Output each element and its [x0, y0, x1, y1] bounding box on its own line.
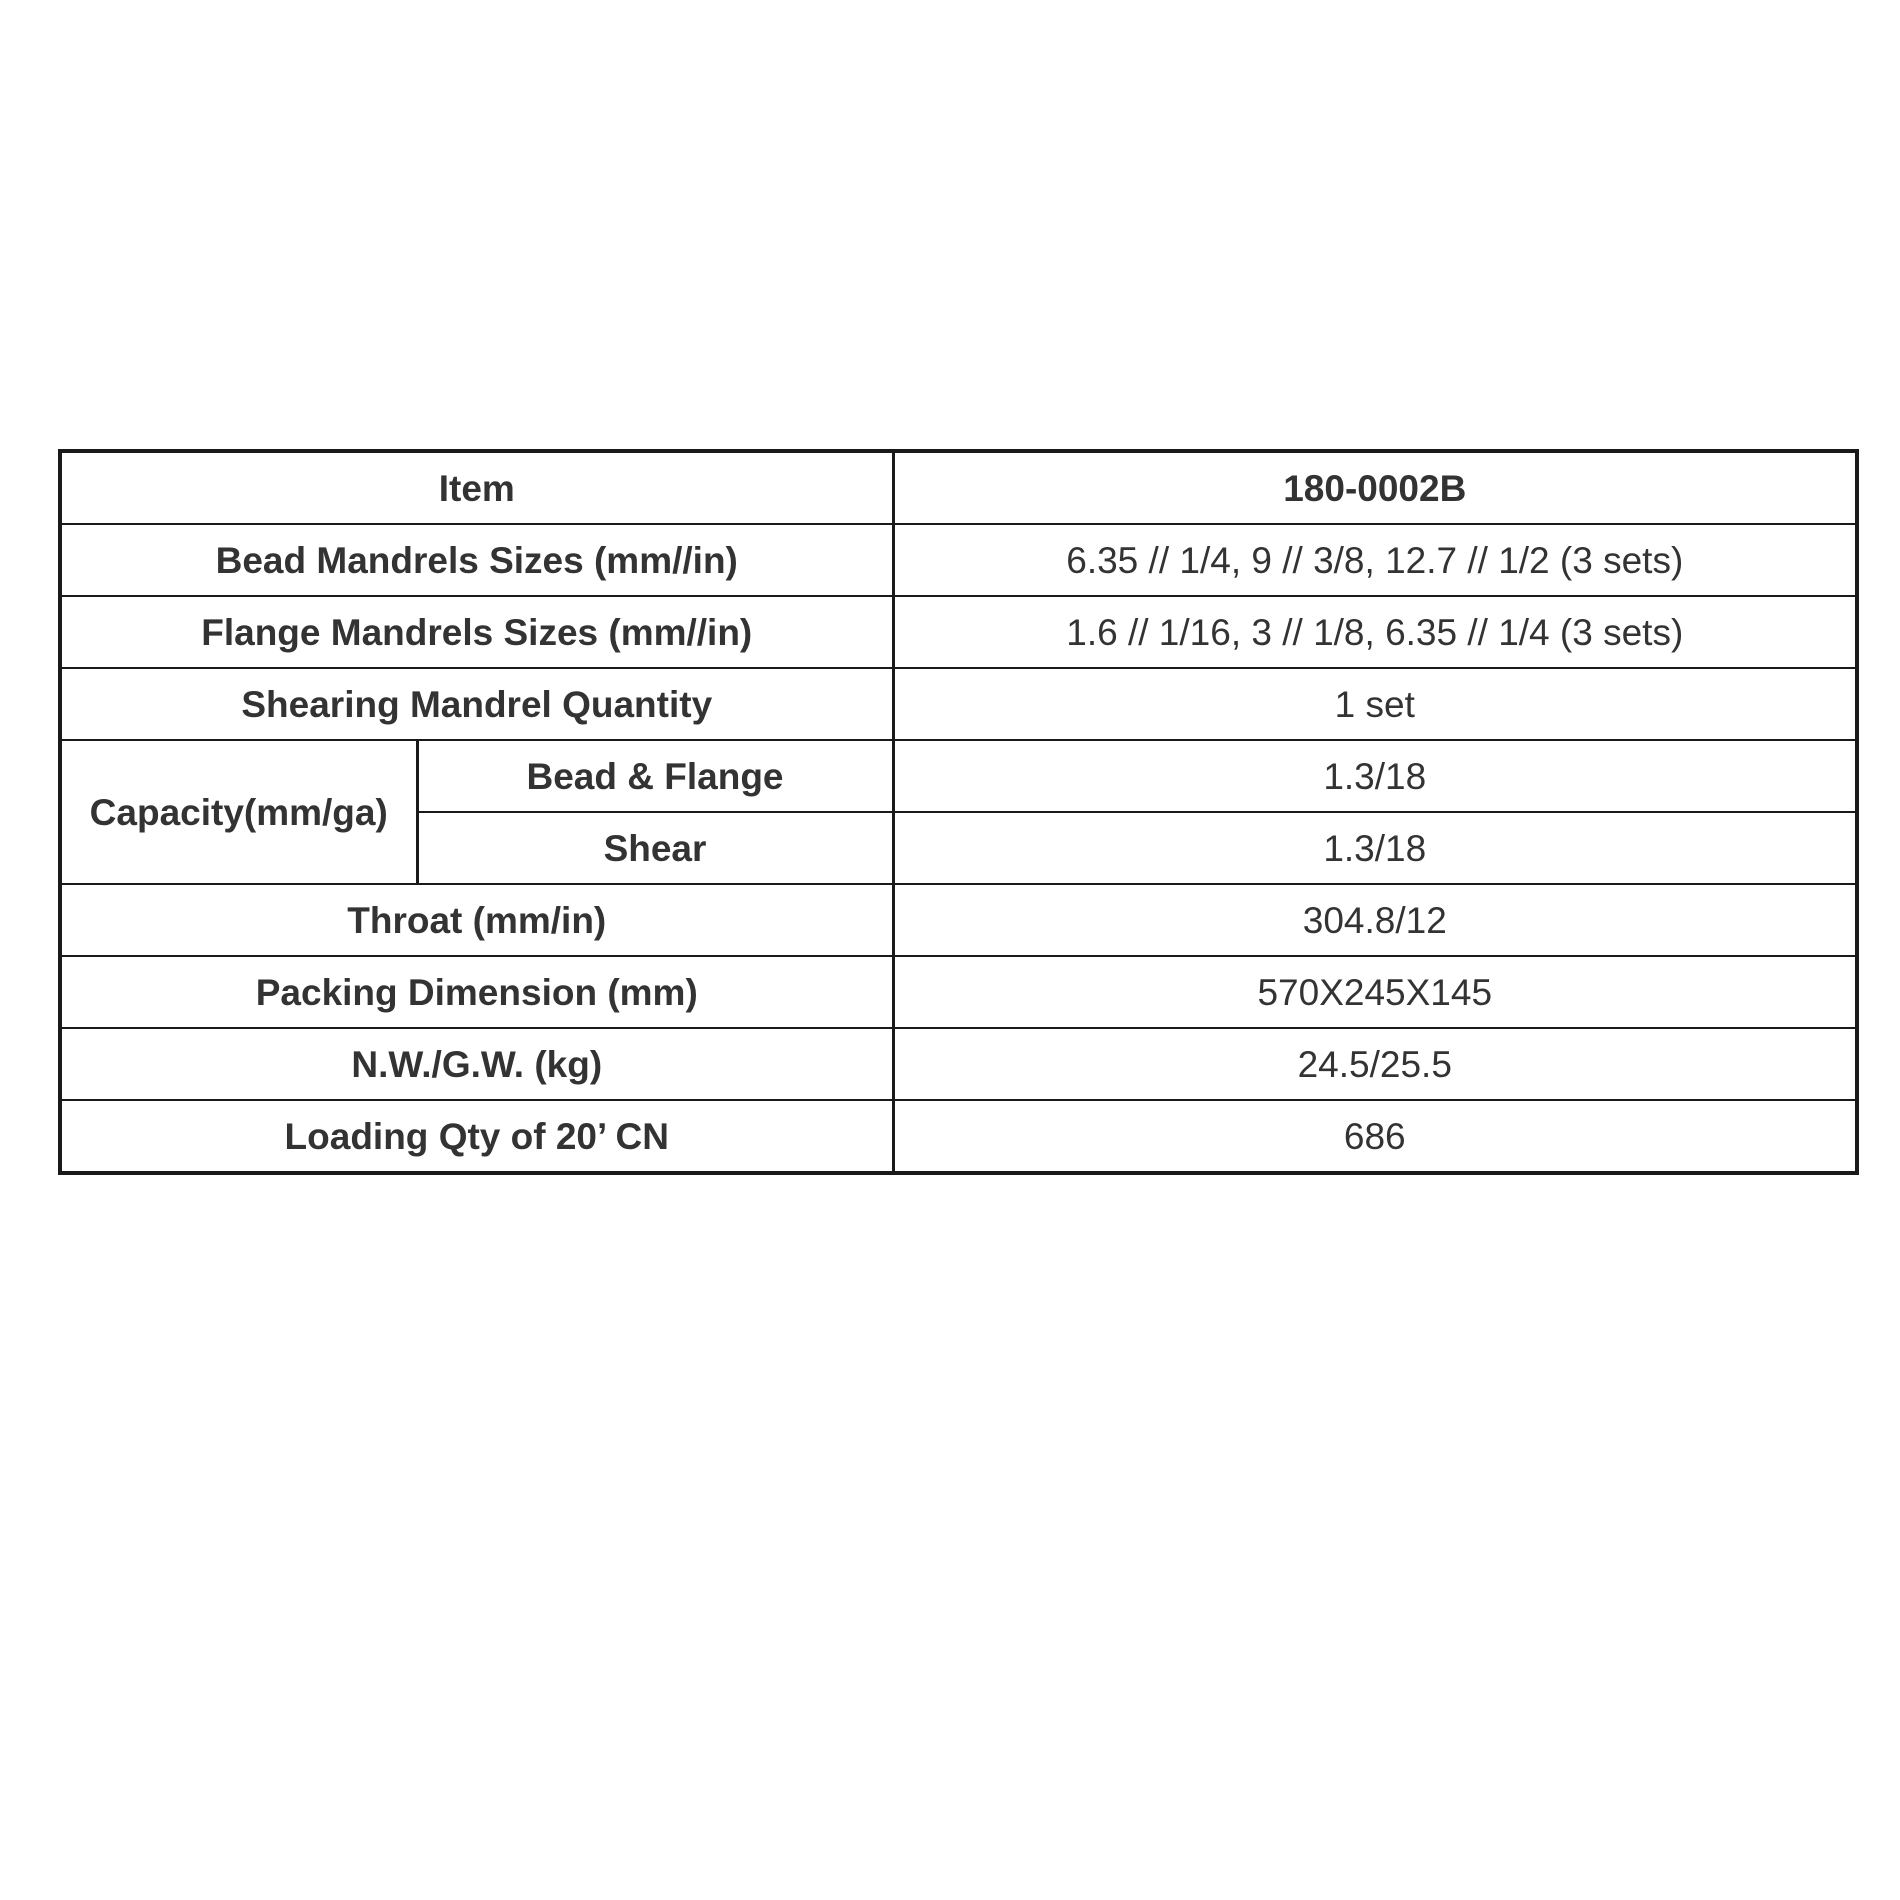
table-row-packing-dimension: [60, 956, 1857, 1028]
bead-mandrels-value: 6.35 // 1/4, 9 // 3/8, 12.7 // 1/2 (3 sets): [893, 524, 1857, 596]
packing-dimension-label: Packing Dimension (mm): [60, 956, 893, 1028]
capacity-label: Capacity(mm/ga): [60, 740, 417, 884]
capacity-bead-flange-value: 1.3/18: [893, 740, 1857, 812]
flange-mandrels-value: 1.6 // 1/16, 3 // 1/8, 6.35 // 1/4 (3 sets): [893, 596, 1857, 668]
table-row-flange-mandrels: [60, 596, 1857, 668]
table-row-bead-mandrels: [60, 524, 1857, 596]
item-label: Item: [60, 451, 893, 524]
table-row-item: [60, 451, 1857, 524]
capacity-shear-label: Shear: [417, 812, 893, 884]
table-row-shearing-mandrel: [60, 668, 1857, 740]
throat-label: Throat (mm/in): [60, 884, 893, 956]
packing-dimension-value: 570X245X145: [893, 956, 1857, 1028]
spec-table: [58, 449, 1859, 1175]
table-row-throat: [60, 884, 1857, 956]
throat-value: 304.8/12: [893, 884, 1857, 956]
weight-label: N.W./G.W. (kg): [60, 1028, 893, 1100]
flange-mandrels-label: Flange Mandrels Sizes (mm//in): [60, 596, 893, 668]
weight-value: 24.5/25.5: [893, 1028, 1857, 1100]
table-row-capacity-bead-flange: [60, 740, 1857, 812]
shearing-mandrel-value: 1 set: [893, 668, 1857, 740]
table-row-loading-qty: [60, 1100, 1857, 1173]
loading-qty-label: Loading Qty of 20’ CN: [60, 1100, 893, 1173]
capacity-bead-flange-label: Bead & Flange: [417, 740, 893, 812]
shearing-mandrel-label: Shearing Mandrel Quantity: [60, 668, 893, 740]
item-value: 180-0002B: [893, 451, 1857, 524]
table-row-weight: [60, 1028, 1857, 1100]
bead-mandrels-label: Bead Mandrels Sizes (mm//in): [60, 524, 893, 596]
capacity-shear-value: 1.3/18: [893, 812, 1857, 884]
loading-qty-value: 686: [893, 1100, 1857, 1173]
